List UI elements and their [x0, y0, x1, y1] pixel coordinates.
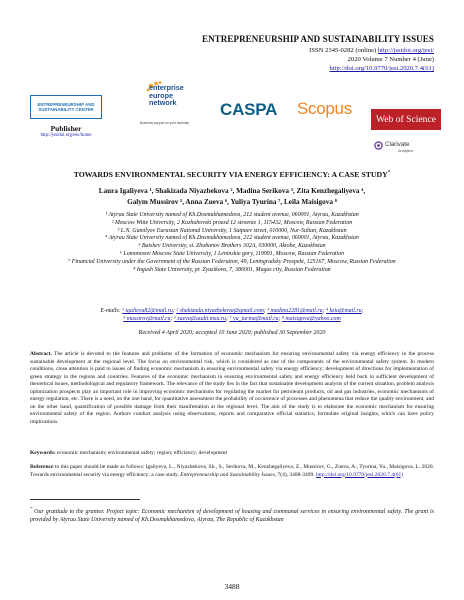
title-footnote-marker: * — [387, 170, 391, 176]
affiliation: ² Moscow Witte University, 2 Kozhuhovski proezd 12 stroenie 1, 115432, Moscow, Russian Federation — [111, 219, 353, 226]
email-link[interactable]: ⁵ mussirov@mail.ru — [123, 316, 171, 322]
email-link[interactable]: ⁷ yu_turina@mail.ru — [229, 316, 279, 322]
article-title: TOWARDS ENVIRONMENTAL SECURITY VIA ENERGY EFFICIENCY: A CASE STUDY* — [73, 170, 391, 179]
email-link[interactable]: ⁸ maisigova@yahoo.com — [281, 316, 341, 322]
affiliation: ⁸ Ingush State University, pr. Zyazikova, 7, 386001, Magas city, Russian Federation — [133, 266, 331, 273]
authors-line: Galym Mussirov ⁵, Anna Zueva ⁶, Yuliya Tyurina ⁷, Leila Maisigova ⁸ — [127, 198, 337, 206]
affiliation: ⁷ Financial University under the Government of the Russian Federation, 49, Leningradsky Prospekt, 125167, Moscow, Russian Federation — [68, 258, 396, 265]
affiliations — [28, 212, 436, 274]
received-dates: Received 4 April 2020; accepted 10 June 2020; published 30 September 2020 — [138, 330, 326, 336]
journal-home-link[interactable]: http://jssidoi.org/jesi/ — [377, 47, 434, 54]
clarivate-logo: Clarivate — [385, 141, 410, 148]
email-link[interactable]: ² shakizada.niyazbekova@gmail.com — [176, 308, 264, 314]
publisher-logo: ENTREPRENEURSHIP AND SUSTAINABILITY CENTER — [30, 95, 102, 119]
een-logo-text: enterprise europe network — [149, 83, 184, 108]
affiliation: ¹ Atyrau State University named of Kh.Dosmukhamedova, 212 student avenue, 060001, Atyrau, Kazakhstan — [105, 212, 359, 218]
reference-tail: , 7(4), 3488-3499. — [274, 471, 315, 478]
issn-line — [309, 47, 434, 54]
reference-doi-link[interactable]: http://doi.org/10.9770/jesi.2020.7.4(61) — [315, 471, 404, 478]
journal-title: ENTREPRENEURSHIP AND SUSTAINABILITY ISSUES — [201, 34, 434, 44]
email-link[interactable]: ¹ igalieva82@mail.ru — [122, 308, 173, 314]
keywords-text: economic mechanism; environmental safety; region; efficiency; development — [57, 450, 228, 456]
abstract — [30, 351, 434, 426]
email-link[interactable]: ³ madina2281@mail.ru — [267, 308, 323, 314]
clarivate-icon — [374, 141, 383, 150]
affiliation: ⁶ Lomonosov Moscow State University, 1 Leninskie gory, 119991, Moscow, Russian Federation — [119, 250, 345, 257]
web-of-science-logo: Web of Science — [371, 109, 441, 130]
affiliation: ⁵ Baishev University, st. Zhubanov Brothers 302A, 030000, Aktobe, Kazakhstan — [138, 243, 326, 250]
email-link[interactable]: ⁶ zueva@audit.msu.ru — [173, 316, 226, 322]
reference-journal: Entrepreneurship and Sustainability Issues — [180, 471, 275, 478]
keywords-label: Keywords: — [30, 450, 56, 456]
author-list — [20, 186, 444, 208]
publisher-label: Publisher — [50, 124, 82, 133]
clarivate-sub: Analytics — [398, 149, 414, 153]
emails: E-mails: ¹ igalieva82@mail.ru; ² shakizada.niyazbekova@gmail.com; ³ madina2281@mail.ru; ⁴ kziu@mail.ru; ⁵ mussirov@mail.ru; ⁶ zueva@audit.msu.ru; ⁷ yu_turina@mail.ru; ⁸ maisigova@yahoo.com — [100, 308, 364, 322]
publisher-link[interactable]: http://jssidoi.org/esc/home — [40, 133, 92, 138]
authors-line: Laura Igaliyeva ¹, Shakizada Niyazbekova ², Madina Serikova ³, Zita Kenzhegaliyeva ⁴, — [98, 187, 366, 195]
footnote-marker: * — [30, 506, 33, 511]
email-link[interactable]: ⁴ kziu@mail.ru — [326, 308, 362, 314]
volume-line: 2020 Volume 7 Number 4 (June) — [347, 56, 434, 63]
scopus-logo: Scopus — [297, 99, 352, 118]
footnote — [30, 505, 434, 524]
footnote-rule — [30, 499, 140, 500]
caspa-logo: CASPA — [220, 100, 278, 119]
issn-text: ISSN 2345-0282 (online) — [309, 47, 377, 54]
emails-label: E-mails: — [100, 308, 121, 314]
doi-link[interactable]: http://doi.org/10.9770/jesi.2020.7.4(61) — [329, 65, 434, 72]
footnote-text: Our gratitude to the grantor. Project topic: Economic mechanism of development of housing and communal services in ensuring environmental safety. The grant is provided by Atyrau State University named of Kh.Dosmukhamedova, Atyrau, The Republic of Kazakhstan — [30, 509, 435, 523]
page-number: 3488 — [224, 582, 240, 591]
een-tagline: Business support on your doorstep — [140, 121, 190, 125]
affiliation: ⁴ Atyrau State University named of Kh.Dosmukhamedova, 212 student avenue, 060001, Atyrau, Kazakhstan — [105, 235, 359, 242]
abstract-text: The article is devoted to the features and problems of the formation of economic mechanism for ensuring environmental safety via energy efficiency in the process sustainable development at the regional level. The focus on environmental risk, which is considered as one of the components of the environmental safety system. In modern conditions, close attention is paid to issues of finding economic mechanism in ensuring environmental safety via energy efficiency; development of directions for implementation of green strategy in the regions and countries. Features of the economic mechanism in ensuring environmental safety and energy efficiency held back in sufficient development of theoretical issues, methodological and regulatory framework. The relevance of the study lies in the fact that sustainable development analysis of the current situation, problem analysis optimization prospects play an important role in improving economic mechanisms for regulating the market for petroleum products, oil and gas industries, economic mechanisms of energy regulation, etc. There is a need, on the one hand, for quantitative assessment the probability of occurrence of processes and phenomena that reduce the quality environment, and on the other hand, quantification of possible damage from their manifestation at the regional level. The aim of the study is to elaborate the economic mechanism for ensuring environmental safety of the region. Authors conduct analysis using observations, reports and comparative official statistics; formulate original insights, which can have policy implications. — [30, 351, 434, 425]
reference — [30, 464, 434, 479]
abstract-label: Abstract. — [30, 351, 52, 357]
affiliation: ³ L.N. Gumilyov Eurasian National University, 1 Satpaev street, 010000, Nur-Sultan, Kazakhstan — [117, 227, 347, 234]
keywords — [30, 450, 434, 458]
reference-text: to this paper should be made as follows: Igaliyeva, L., Niyazbekova, Sh., S., Serikova, M., Kenzhegaliyeva, Z., Mussirov, G., Zueva, A., Tyurina, Yu., Maisigova, L. 2020. Towards environmental security via energy efficiency: a case study. — [30, 464, 435, 478]
reference-label: Reference — [30, 464, 54, 470]
